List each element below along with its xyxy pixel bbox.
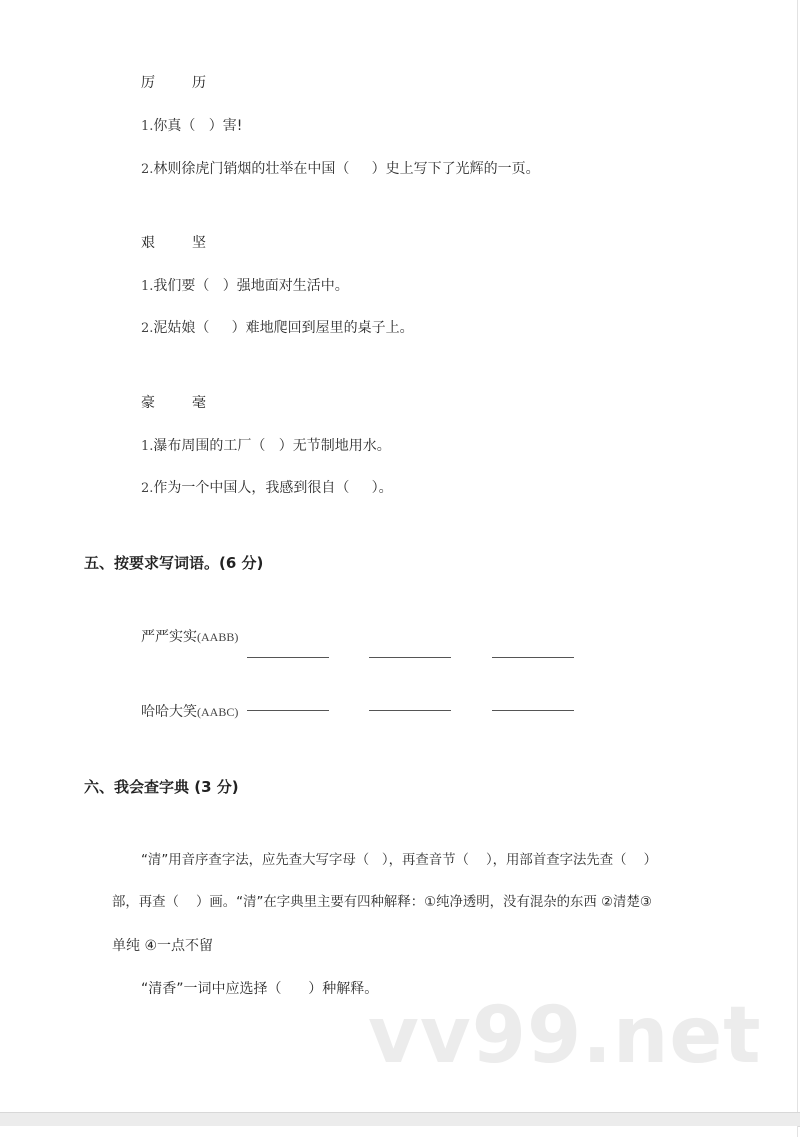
char-option: 历 bbox=[192, 75, 206, 91]
page-gap bbox=[0, 1112, 800, 1127]
word-example bbox=[141, 628, 238, 646]
char-option: 毫 bbox=[192, 395, 206, 411]
answer-blank[interactable] bbox=[369, 657, 451, 658]
paragraph-line: 单纯 ④一点不留 bbox=[112, 938, 214, 954]
question-number: 2. bbox=[141, 481, 154, 496]
question bbox=[141, 437, 391, 456]
answer-blank[interactable] bbox=[369, 710, 451, 711]
question bbox=[141, 160, 540, 179]
question bbox=[141, 277, 349, 296]
question bbox=[141, 319, 414, 338]
question-text: 瀑布周围的工厂（ ）无节制地用水。 bbox=[153, 438, 391, 454]
section-heading: 六、我会查字典 (3 分) bbox=[84, 778, 239, 796]
question-number: 2. bbox=[141, 162, 154, 177]
answer-blank[interactable] bbox=[492, 710, 574, 711]
question-text: 你真（ ）害! bbox=[153, 118, 243, 134]
question-number: 1. bbox=[141, 119, 154, 134]
question bbox=[141, 479, 393, 498]
char-option: 豪 bbox=[141, 395, 155, 411]
word-example bbox=[141, 703, 238, 721]
answer-blank[interactable] bbox=[247, 657, 329, 658]
next-page bbox=[0, 1126, 798, 1137]
question-number: 1. bbox=[141, 439, 154, 454]
char-option: 厉 bbox=[141, 75, 155, 91]
example-word: 哈哈大笑 bbox=[141, 704, 197, 720]
watermark: vv99.net bbox=[368, 991, 762, 1081]
example-word: 严严实实 bbox=[141, 629, 197, 645]
char-option: 坚 bbox=[192, 235, 206, 251]
question bbox=[141, 117, 242, 136]
question-number: 1. bbox=[141, 279, 154, 294]
question-text: 林则徐虎门销烟的壮举在中国（ ）史上写下了光辉的一页。 bbox=[153, 161, 540, 177]
pattern-label: (AABC) bbox=[197, 705, 239, 719]
section-heading: 五、按要求写词语。(6 分) bbox=[84, 554, 264, 572]
question-number: 2. bbox=[141, 321, 154, 336]
paragraph-line: 部，再查（ ）画。“清”在字典里主要有四种解释：①纯净透明，没有混杂的东西 ②清楚③ bbox=[112, 895, 652, 910]
question-text: 我们要（ ）强地面对生活中。 bbox=[153, 278, 349, 294]
question-text: 作为一个中国人，我感到很自（ ）。 bbox=[153, 480, 393, 496]
answer-blank[interactable] bbox=[247, 710, 329, 711]
answer-blank[interactable] bbox=[492, 657, 574, 658]
question-text: 泥姑娘（ ）难地爬回到屋里的桌子上。 bbox=[153, 320, 414, 336]
paragraph-line: “清香”一词中应选择（ ）种解释。 bbox=[141, 981, 379, 997]
paragraph-line: “清”用音序查字法，应先查大写字母（ ），再查音节（ ），用部首查字法先查（ ） bbox=[141, 853, 657, 868]
char-option: 艰 bbox=[141, 235, 155, 251]
pattern-label: (AABB) bbox=[197, 630, 239, 644]
